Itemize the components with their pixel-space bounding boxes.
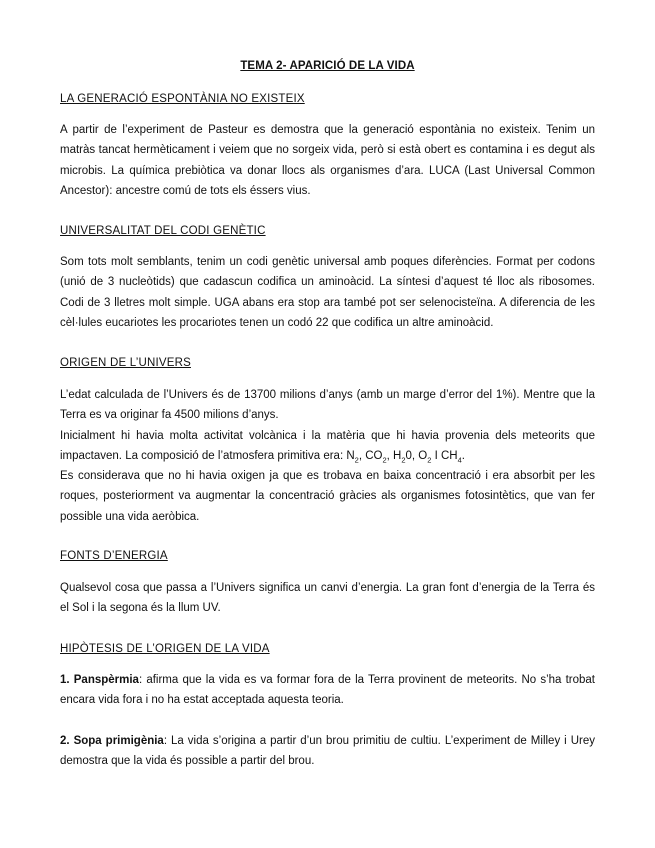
paragraph-generacio-espontania <box>60 120 595 201</box>
heading-generacio-espontania: LA GENERACIÓ ESPONTÀNIA NO EXISTEIX <box>60 93 305 105</box>
heading-fonts-energia: FONTS D’ENERGIA <box>60 550 168 562</box>
paragraph-text: Som tots molt semblants, tenim un codi genètic universal amb poques diferències. Format per codons (unió de 3 nucleòtids) que cadascun codifica un aminoàcid. La síntesi d’aquest té lloc als ribosomes. Codi de 3 lletres molt simple. UGA abans era stop ara també pot ser selenocisteïna. A diferencia de les cèl·lules eucariotes les procariotes tenen un codó 22 que codifica un altre aminoàcid. <box>60 256 595 329</box>
document-title: TEMA 2- APARICIÓ DE LA VIDA <box>240 60 415 72</box>
paragraph-oxigen: Es considerava que no hi havia oxigen ja que es trobava en baixa concentració i era absorbit per les roques, posteriorment va augmentar la concentració gràcies als organismes fotosintètics, que van fer possible una vida aeròbica. <box>60 470 595 523</box>
paragraph-atmosfera-primitiva: Inicialment hi havia molta activitat volcànica i la matèria que hi havia provenia dels meteorits que impactaven. La composició de l’atmosfera primitiva era: $N_2$, $CO_2$, $H_20$, $O_2$ I $CH_4$. <box>60 429 595 465</box>
hypothesis-title: 2. Sopa primigènia <box>60 735 164 747</box>
heading-hipotesis-origen-vida: HIPÒTESIS DE L’ORIGEN DE LA VIDA <box>60 643 270 655</box>
paragraph-text: A partir de l’experiment de Pasteur es demostra que la generació espontània no existeix. Tenim un matràs tancat hermèticament i veiem que no sorgeix vida, però si està obert es contamina i es degut als microbis. La química prebiòtica va donar llocs als organismes d’ara. LUCA (Last Universal Common Ancestor): ancestre comú de tots els éssers vius. <box>60 124 595 197</box>
paragraph-panspermia <box>60 670 595 711</box>
paragraph-origen-univers <box>60 385 595 527</box>
paragraph-fonts-energia <box>60 578 595 619</box>
hypothesis-panspermia: 1. Panspèrmia: afirma que la vida es va formar fora de la Terra provinent de meteorits. No s’ha trobat encara vida fora i no ha estat acceptada aquesta teoria. <box>60 674 596 707</box>
hypothesis-sopa-primigenia: 2. Sopa primigènia: La vida s’origina a partir d’un brou primitiu de cultiu. L’experiment de Milley i Urey demostra que la vida és possible a partir del brou. <box>60 735 596 768</box>
heading-codi-genetic: UNIVERSALITAT DEL CODI GENÈTIC <box>60 225 266 237</box>
paragraph-edat-univers: L’edat calculada de l’Univers és de 13700 milions d’anys (amb un marge d’error del 1%). Mentre que la Terra es va originar fa 4500 milions d’anys. <box>60 389 595 422</box>
paragraph-sopa-primigenia <box>60 731 595 772</box>
paragraph-text: Qualsevol cosa que passa a l’Univers significa un canvi d’energia. La gran font d’energia de la Terra és el Sol i la segona és la llum UV. <box>60 582 595 615</box>
paragraph-codi-genetic <box>60 252 595 333</box>
heading-origen-univers: ORIGEN DE L’UNIVERS <box>60 357 191 369</box>
hypothesis-title: 1. Panspèrmia <box>60 674 139 686</box>
